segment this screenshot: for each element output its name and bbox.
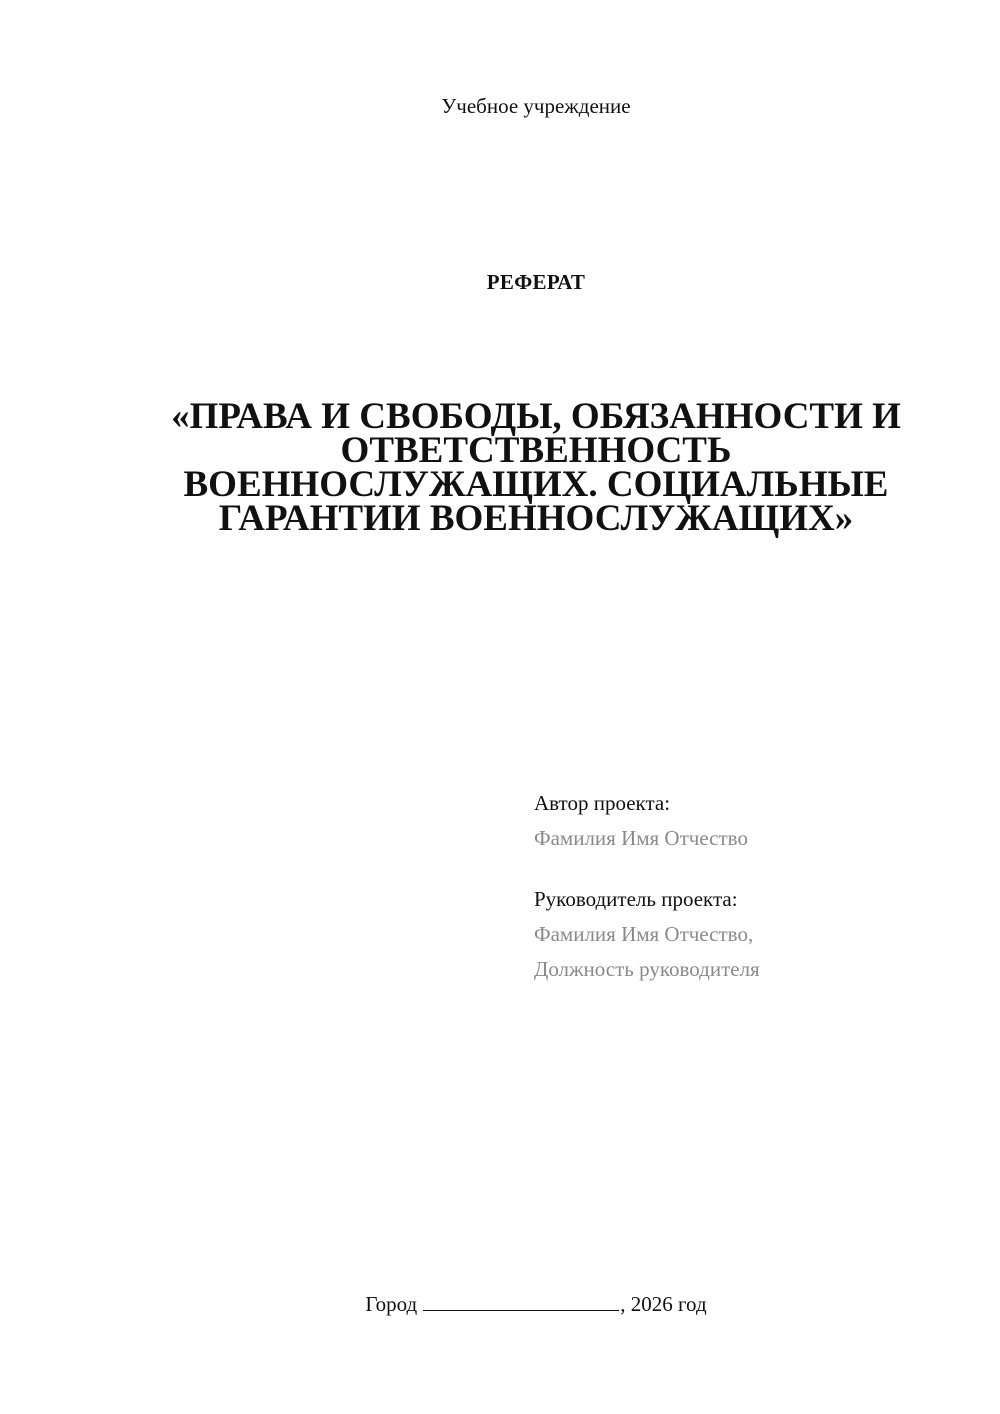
city-year-line xyxy=(0,1290,1000,1318)
document-type: РЕФЕРАТ xyxy=(486,270,586,294)
title-line-2: ОТВЕТСТВЕННОСТЬ xyxy=(340,430,732,471)
supervisor-position: Должность руководителя xyxy=(534,957,760,981)
supervisor-name: Фамилия Имя Отчество, xyxy=(534,922,754,946)
year-text: , 2026 год xyxy=(620,1292,707,1316)
title-line-1: «ПРАВА И СВОБОДЫ, ОБЯЗАННОСТИ И xyxy=(171,396,901,437)
credits-block xyxy=(534,786,974,987)
report-title xyxy=(120,396,952,539)
supervisor-label: Руководитель проекта: xyxy=(534,887,738,911)
title-line-3: ВОЕННОСЛУЖАЩИХ. СОЦИАЛЬНЫЕ xyxy=(183,464,889,505)
city-label: Город xyxy=(365,1292,418,1316)
title-line-4: ГАРАНТИИ ВОЕННОСЛУЖАЩИХ» xyxy=(218,498,854,539)
author-label: Автор проекта: xyxy=(534,791,671,815)
institution-name: Учебное учреждение xyxy=(441,94,631,118)
author-name: Фамилия Имя Отчество xyxy=(534,826,748,850)
city-blank-line xyxy=(423,1290,619,1311)
spacer xyxy=(534,856,974,882)
